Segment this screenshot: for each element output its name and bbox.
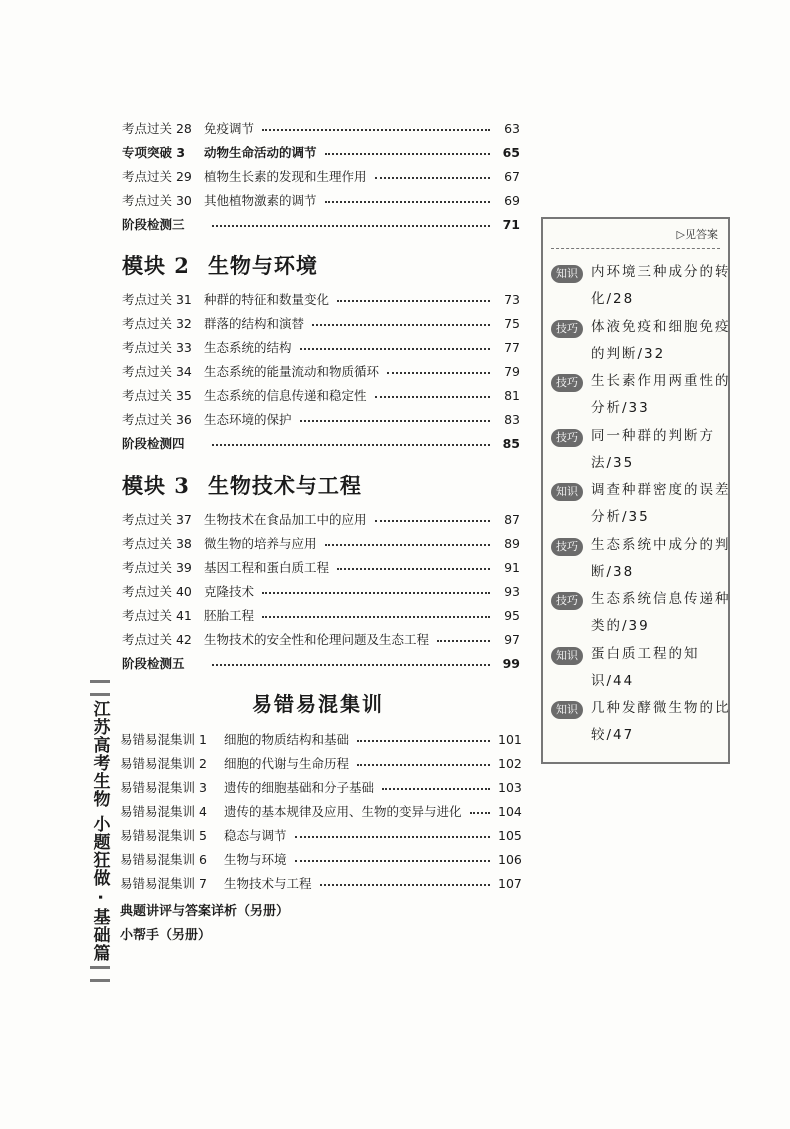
page-number: 75: [504, 315, 520, 331]
page-number: 73: [504, 291, 520, 307]
tip-badge: 技巧: [551, 320, 583, 338]
tip-badge: 知识: [551, 647, 583, 665]
module-label: 模块 2: [122, 253, 190, 278]
dot-leader: [325, 201, 490, 203]
toc-entry-label: 考点过关 30: [122, 193, 192, 208]
dot-leader: [387, 372, 490, 374]
footer-line-2: 小帮手（另册）: [120, 928, 212, 943]
page-number: 101: [498, 731, 522, 747]
page-number: 69: [504, 192, 520, 208]
dot-leader: [262, 592, 490, 594]
dot-leader: [262, 616, 490, 618]
module-3-heading: [122, 470, 362, 500]
toc-row[interactable]: [120, 849, 520, 869]
toc-entry-title: 植物生长素的发现和生理作用: [204, 169, 367, 184]
toc-entry-title: 生态系统的能量流动和物质循环: [204, 364, 380, 379]
tip-badge: 知识: [551, 265, 583, 283]
toc-row[interactable]: [122, 361, 520, 381]
toc-entry-title: 生物技术在食品加工中的应用: [204, 512, 367, 527]
dot-leader: [375, 520, 490, 522]
toc-entry-title: 生态环境的保护: [204, 412, 292, 427]
toc-entry-label: 考点过关 34: [122, 364, 192, 379]
toc-row[interactable]: [120, 801, 520, 821]
toc-entry-title: 其他植物激素的调节: [204, 193, 317, 208]
toc-entry-label: 阶段检测四: [122, 436, 185, 451]
toc-entry-title: 克隆技术: [204, 584, 255, 599]
toc-row[interactable]: [122, 581, 520, 601]
tip-text: 生态系统中成分的判断/38: [591, 537, 731, 580]
dot-leader: [337, 300, 490, 302]
tip-badge: 技巧: [551, 538, 583, 556]
toc-entry-label: 考点过关 33: [122, 340, 192, 355]
toc-entry-label: 考点过关 31: [122, 292, 192, 307]
toc-entry-title: 胚胎工程: [204, 608, 255, 623]
page-number: 81: [504, 387, 520, 403]
toc-entry-label: 考点过关 42: [122, 632, 192, 647]
see-answer-label: ▷见答案: [676, 228, 718, 241]
toc-entry-title: 群落的结构和演替: [204, 316, 305, 331]
dot-leader: [325, 544, 490, 546]
dot-leader: [300, 348, 490, 350]
toc-row[interactable]: [122, 118, 520, 138]
page-number: 65: [502, 144, 520, 160]
toc-entry-label: 易错易混集训 2: [120, 756, 207, 771]
page-number: 79: [504, 363, 520, 379]
page-number: 104: [498, 803, 522, 819]
divider-bars: [90, 966, 110, 982]
page-number: 85: [502, 435, 520, 451]
dot-leader: [295, 860, 490, 862]
dot-leader: [262, 129, 490, 131]
toc-entry-label: 易错易混集训 5: [120, 828, 207, 843]
toc-entry-label: 考点过关 39: [122, 560, 192, 575]
toc-entry-title: 生态系统的结构: [204, 340, 292, 355]
toc-entry-label: 考点过关 36: [122, 412, 192, 427]
toc-row[interactable]: [120, 873, 520, 893]
toc-entry-label: 阶段检测三: [122, 217, 185, 232]
toc-row[interactable]: [122, 533, 520, 553]
book-spine-label: [88, 676, 112, 986]
toc-row[interactable]: [122, 166, 520, 186]
page-number: 99: [502, 655, 520, 671]
page-number: 67: [504, 168, 520, 184]
toc-row[interactable]: [122, 653, 520, 673]
toc-row[interactable]: [120, 825, 520, 845]
spine-text: 江苏高考生物 小题狂做 · 基础篇: [89, 700, 110, 963]
tip-badge: 知识: [551, 701, 583, 719]
footer-line-1: 典题讲评与答案详析（另册）: [120, 904, 290, 919]
page-number: 106: [498, 851, 522, 867]
toc-entry-label: 考点过关 40: [122, 584, 192, 599]
toc-entry-title: 生态系统的信息传递和稳定性: [204, 388, 367, 403]
toc-row[interactable]: [122, 509, 520, 529]
page-number: 87: [504, 511, 520, 527]
toc-entry-label: 考点过关 41: [122, 608, 192, 623]
page-number: 93: [504, 583, 520, 599]
toc-entry-title: 种群的特征和数量变化: [204, 292, 330, 307]
dot-leader: [337, 568, 490, 570]
toc-row[interactable]: [122, 409, 520, 429]
module-name: 生物技术与工程: [207, 473, 362, 498]
toc-row[interactable]: [120, 729, 520, 749]
tip-text: 蛋白质工程的知识/44: [591, 646, 700, 689]
tip-text: 体液免疫和细胞免疫的判断/32: [591, 319, 731, 362]
dot-leader: [300, 420, 490, 422]
page-number: 105: [498, 827, 522, 843]
toc-entry-label: 易错易混集训 7: [120, 876, 207, 891]
toc-entry-title: 生物与环境: [224, 852, 287, 867]
toc-row[interactable]: [122, 142, 520, 162]
toc-entry-label: 易错易混集训 1: [120, 732, 207, 747]
toc-entry-title: 生物技术的安全性和伦理问题及生态工程: [204, 632, 430, 647]
toc-entry-label: 易错易混集训 3: [120, 780, 207, 795]
page-number: 103: [498, 779, 522, 795]
toc-row[interactable]: [122, 313, 520, 333]
dot-leader: [312, 324, 490, 326]
dot-leader: [375, 177, 490, 179]
page-number: 83: [504, 411, 520, 427]
toc-row[interactable]: [122, 557, 520, 577]
page-number: 95: [504, 607, 520, 623]
dot-leader: [212, 225, 490, 227]
toc-entry-title: 免疫调节: [204, 121, 255, 136]
toc-row[interactable]: [122, 433, 520, 453]
page-number: 97: [504, 631, 520, 647]
tip-badge: 技巧: [551, 429, 583, 447]
module-2-heading: [122, 250, 318, 280]
dot-leader: [470, 812, 490, 814]
dot-leader: [212, 664, 490, 666]
dot-leader: [357, 740, 490, 742]
tip-text: 生长素作用两重性的分析/33: [591, 373, 731, 416]
toc-entry-label: 考点过关 37: [122, 512, 192, 527]
dot-leader: [320, 884, 490, 886]
toc-entry-label: 考点过关 28: [122, 121, 192, 136]
page-number: 102: [498, 755, 522, 771]
toc-row[interactable]: [120, 753, 520, 773]
tip-text: 调查种群密度的误差分析/35: [591, 482, 731, 525]
divider-bars: [90, 680, 110, 696]
module-label: 模块 3: [122, 473, 190, 498]
toc-entry-title: 生物技术与工程: [224, 876, 312, 891]
page-number: 89: [504, 535, 520, 551]
toc-entry-title: 遗传的基本规律及应用、生物的变异与进化: [224, 804, 462, 819]
toc-entry-label: 考点过关 32: [122, 316, 192, 331]
dot-leader: [375, 396, 490, 398]
tips-sidebox: [541, 217, 730, 764]
toc-entry-title: 动物生命活动的调节: [204, 145, 317, 160]
toc-entry-label: 考点过关 35: [122, 388, 192, 403]
dot-leader: [295, 836, 490, 838]
toc-row[interactable]: [122, 385, 520, 405]
tip-badge: 技巧: [551, 374, 583, 392]
section-title: 易错易混集训: [252, 692, 384, 716]
dot-leader: [212, 444, 490, 446]
dot-leader: [357, 764, 490, 766]
toc-row[interactable]: [122, 629, 520, 649]
page-number: 77: [504, 339, 520, 355]
page-number: 107: [498, 875, 522, 891]
page-number: 91: [504, 559, 520, 575]
tip-badge: 知识: [551, 483, 583, 501]
toc-row[interactable]: [122, 214, 520, 234]
page-number: 63: [504, 120, 520, 136]
tip-text: 内环境三种成分的转化/28: [591, 264, 731, 307]
tip-badge: 技巧: [551, 592, 583, 610]
toc-entry-label: 考点过关 38: [122, 536, 192, 551]
dot-leader: [325, 153, 490, 155]
toc-entry-title: 稳态与调节: [224, 828, 287, 843]
dot-leader: [382, 788, 490, 790]
toc-entry-label: 易错易混集训 4: [120, 804, 207, 819]
toc-entry-label: 易错易混集训 6: [120, 852, 207, 867]
toc-row[interactable]: [122, 337, 520, 357]
tip-text: 几种发酵微生物的比较/47: [591, 700, 731, 743]
toc-row[interactable]: [122, 190, 520, 210]
toc-entry-title: 微生物的培养与应用: [204, 536, 317, 551]
page-number: 71: [502, 216, 520, 232]
toc-entry-label: 考点过关 29: [122, 169, 192, 184]
dot-leader: [437, 640, 490, 642]
toc-entry-label: 阶段检测五: [122, 656, 185, 671]
toc-entry-label: 专项突破 3: [122, 145, 186, 160]
toc-row[interactable]: [120, 777, 520, 797]
toc-entry-title: 细胞的代谢与生命历程: [224, 756, 350, 771]
tip-text: 生态系统信息传递种类的/39: [591, 591, 731, 634]
toc-row[interactable]: [122, 605, 520, 625]
toc-row[interactable]: [122, 289, 520, 309]
tip-text: 同一种群的判断方法/35: [591, 428, 715, 471]
module-name: 生物与环境: [207, 253, 318, 278]
toc-entry-title: 基因工程和蛋白质工程: [204, 560, 330, 575]
dashed-divider: [551, 248, 720, 249]
toc-entry-title: 遗传的细胞基础和分子基础: [224, 780, 375, 795]
toc-entry-title: 细胞的物质结构和基础: [224, 732, 350, 747]
